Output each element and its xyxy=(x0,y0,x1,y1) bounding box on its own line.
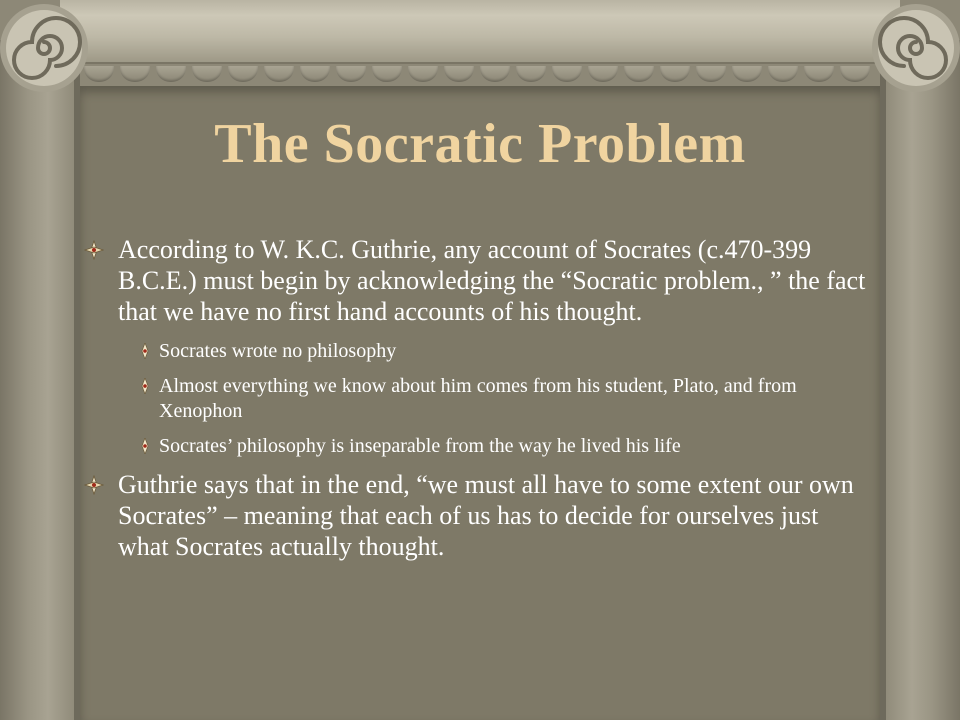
sub-bullet-item xyxy=(84,434,874,459)
sub-bullet-list xyxy=(84,339,874,459)
bullet-item xyxy=(84,234,874,327)
spiral-volute-icon xyxy=(868,0,960,96)
quill-bullet-icon xyxy=(84,475,104,495)
bullet-item xyxy=(84,469,874,562)
quill-bullet-icon xyxy=(84,240,104,260)
bullet-list xyxy=(84,234,874,574)
right-column xyxy=(880,40,960,720)
bullet-text: According to W. K.C. Guthrie, any account of Socrates (c.470-399 B.C.E.) must begin by acknowledging the “Socratic problem., ” the fact that we have no first hand accounts of his thought. xyxy=(118,235,866,326)
left-column xyxy=(0,40,80,720)
quill-bullet-icon xyxy=(138,438,152,454)
sub-bullet-item xyxy=(84,374,874,424)
sub-bullet-item xyxy=(84,339,874,364)
dentil-row xyxy=(80,66,884,84)
slide-title: The Socratic Problem xyxy=(214,113,746,175)
capital-bar xyxy=(60,0,900,64)
quill-bullet-icon xyxy=(138,343,152,359)
sub-bullet-text: Socrates’ philosophy is inseparable from the way he lived his life xyxy=(159,435,681,457)
quill-bullet-icon xyxy=(138,378,152,394)
sub-bullet-text: Socrates wrote no philosophy xyxy=(159,340,397,362)
spiral-volute-icon xyxy=(0,0,92,96)
bullet-text: Guthrie says that in the end, “we must all have to some extent our own Socrates” – meaning that each of us has to decide for ourselves just what Socrates actually thought. xyxy=(118,470,854,561)
sub-bullet-text: Almost everything we know about him comes from his student, Plato, and from Xenophon xyxy=(159,375,797,422)
column-capital xyxy=(0,0,960,72)
